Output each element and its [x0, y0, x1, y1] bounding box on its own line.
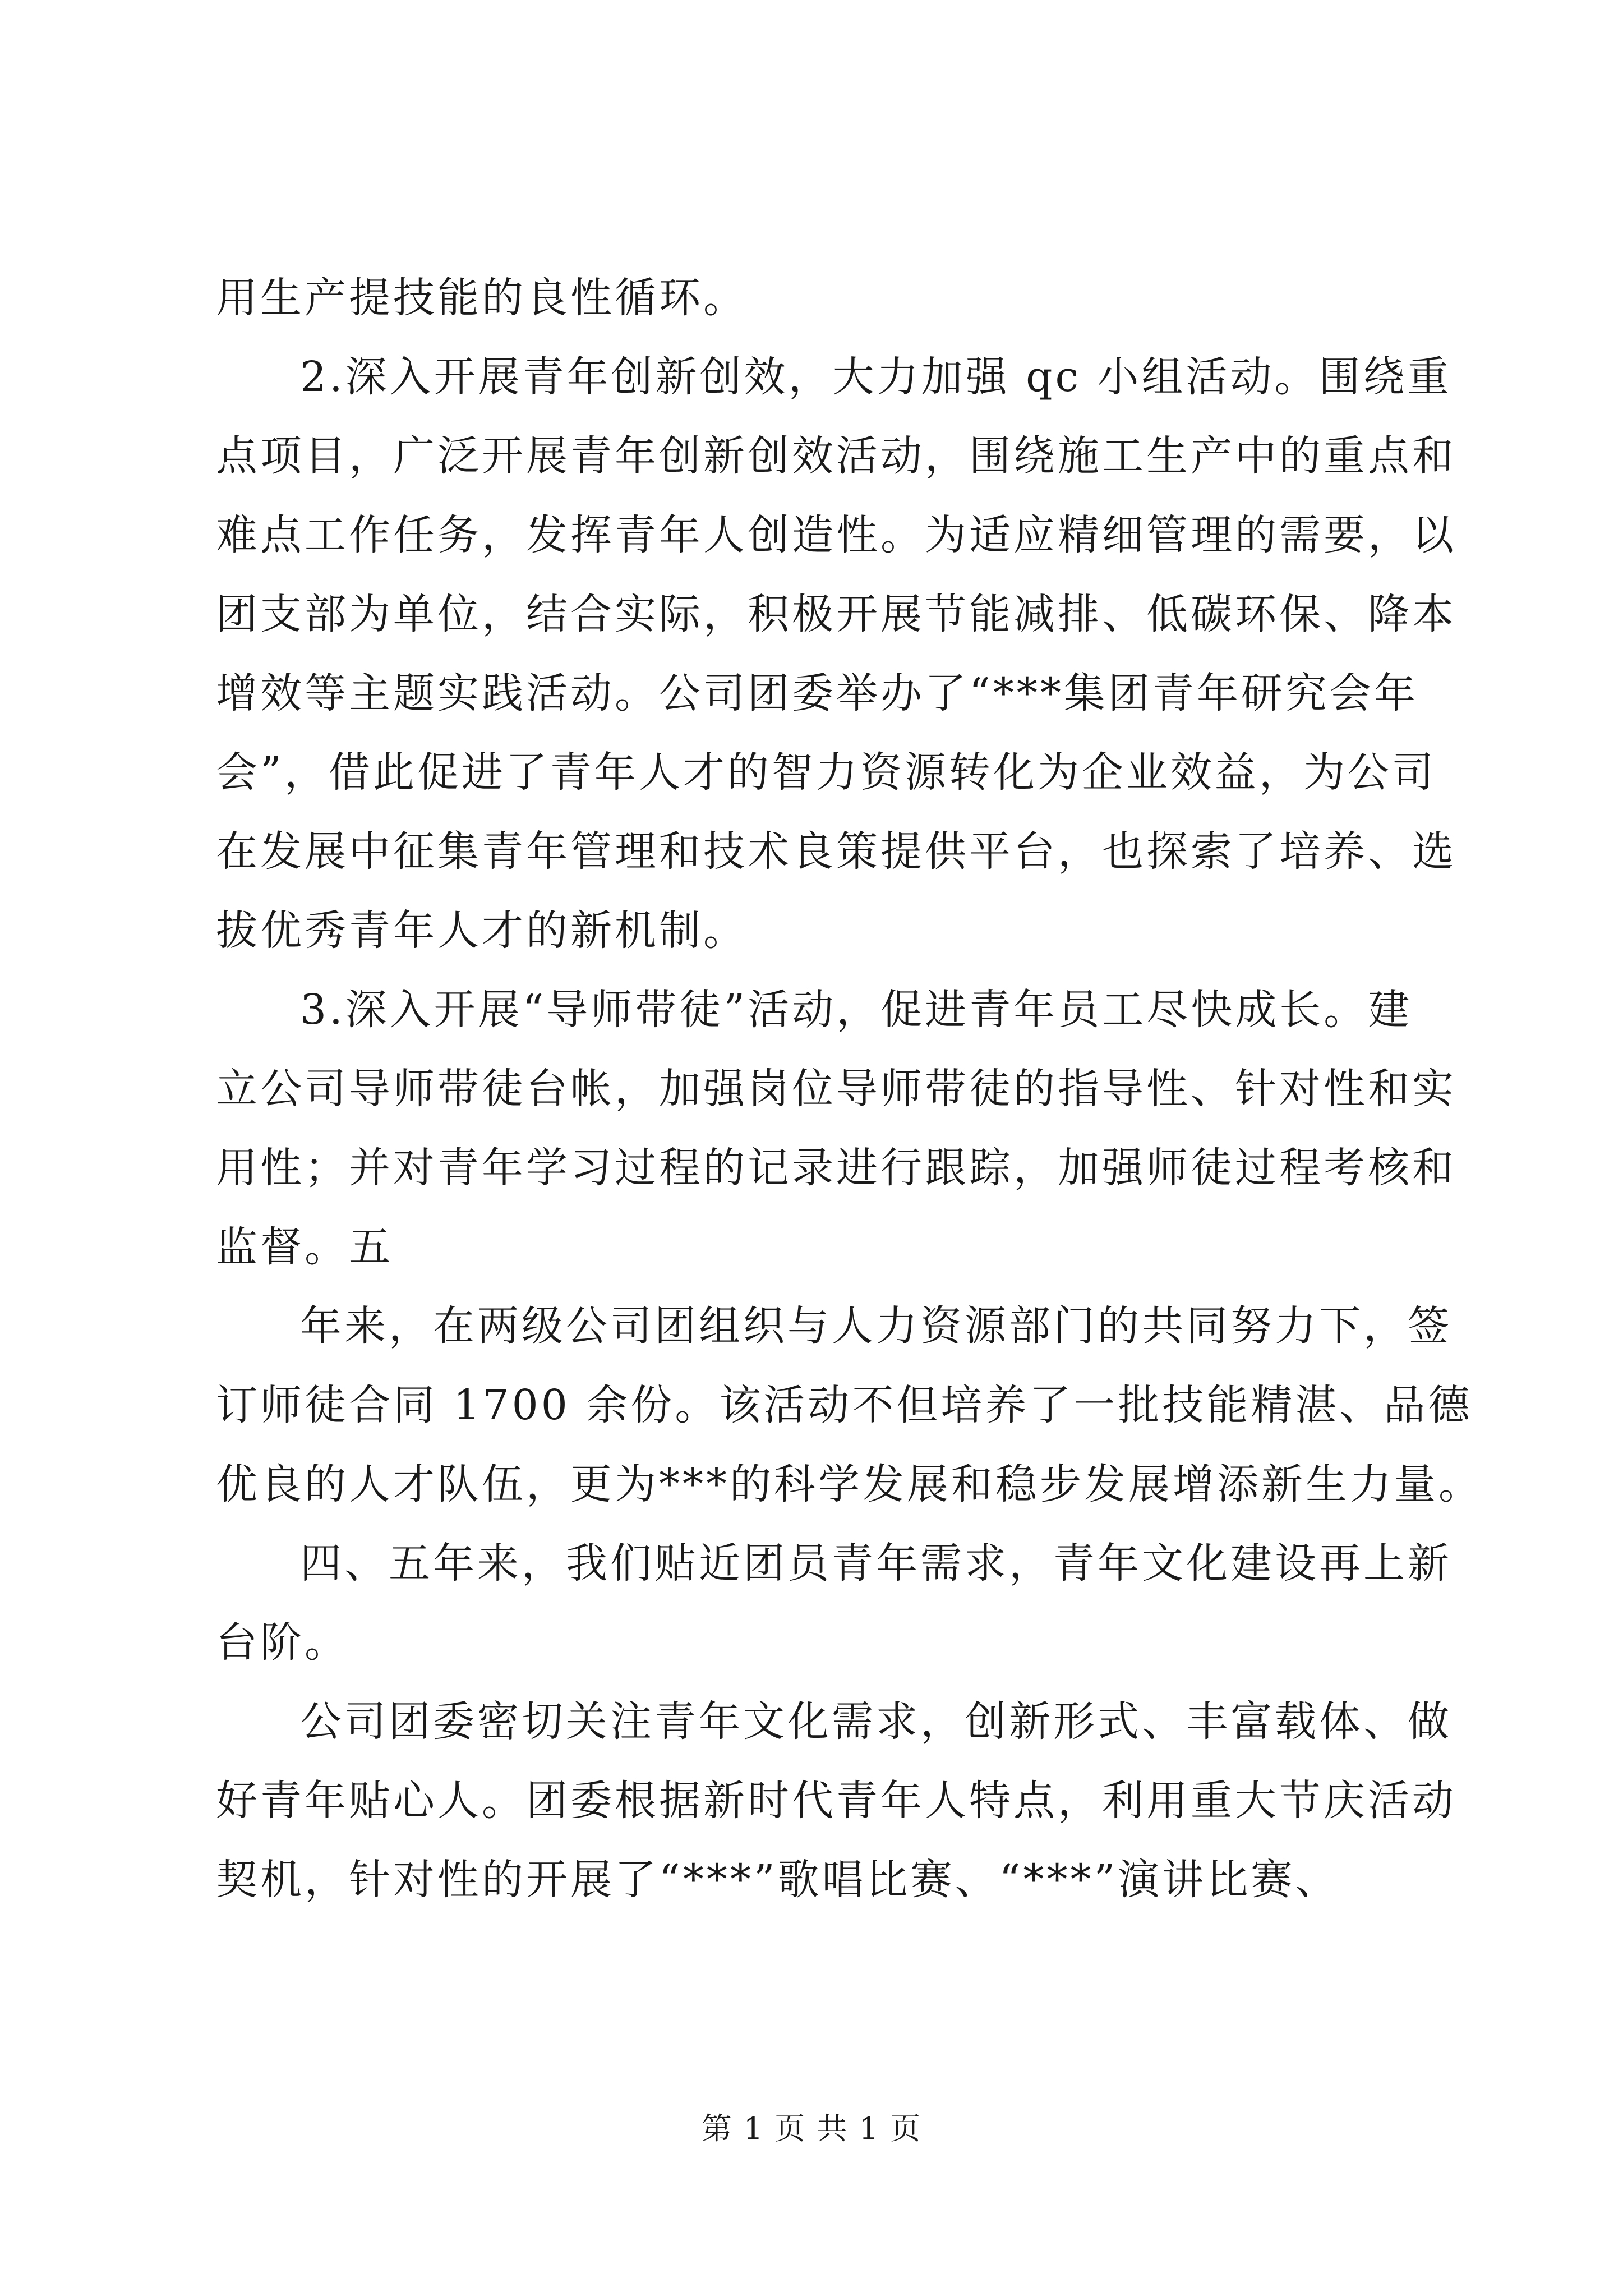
- text-line: 会”，借此促进了青年人才的智力资源转化为企业效益，为公司: [216, 748, 1436, 797]
- text-line: 订师徒合同 1700 余份。该活动不但培养了一批技能精湛、品德: [216, 1381, 1473, 1429]
- text-line: 公司团委密切关注青年文化需求，创新形式、丰富载体、做: [300, 1697, 1452, 1746]
- text-line: 3.深入开展“导师带徒”活动，促进青年员工尽快成长。建: [300, 986, 1413, 1034]
- text-line: 台阶。: [216, 1618, 349, 1667]
- text-line: 年来，在两级公司团组织与人力资源部门的共同努力下，签: [300, 1302, 1452, 1350]
- text-line: 难点工作任务，发挥青年人创造性。为适应精细管理的需要，以: [216, 511, 1456, 559]
- text-line: 在发展中征集青年管理和技术良策提供平台，也探索了培养、选: [216, 827, 1456, 876]
- text-line: 拔优秀青年人才的新机制。: [216, 907, 748, 955]
- text-line: 立公司导师带徒台帐，加强岗位导师带徒的指导性、针对性和实: [216, 1065, 1456, 1113]
- text-line: 契机，针对性的开展了“***”歌唱比赛、“***”演讲比赛、: [216, 1856, 1340, 1904]
- text-line: 优良的人才队伍，更为***的科学发展和稳步发展增添新生力量。: [216, 1460, 1483, 1508]
- text-line: 好青年贴心人。团委根据新时代青年人特点，利用重大节庆活动: [216, 1777, 1456, 1825]
- text-line: 点项目，广泛开展青年创新创效活动，围绕施工生产中的重点和: [216, 432, 1456, 480]
- text-line: 增效等主题实践活动。公司团委举办了“***集团青年研究会年: [216, 669, 1418, 717]
- text-line: 四、五年来，我们贴近团员青年需求，青年文化建设再上新: [300, 1539, 1452, 1588]
- text-line: 监督。五: [216, 1223, 393, 1271]
- page-footer: 第 1 页 共 1 页: [701, 2111, 922, 2146]
- text-line: 团支部为单位，结合实际，积极开展节能减排、低碳环保、降本: [216, 590, 1456, 638]
- text-line: 用生产提技能的良性循环。: [216, 274, 748, 322]
- text-line: 用性；并对青年学习过程的记录进行跟踪，加强师徒过程考核和: [216, 1144, 1456, 1192]
- text-line: 2.深入开展青年创新创效，大力加强 qc 小组活动。围绕重: [300, 353, 1452, 401]
